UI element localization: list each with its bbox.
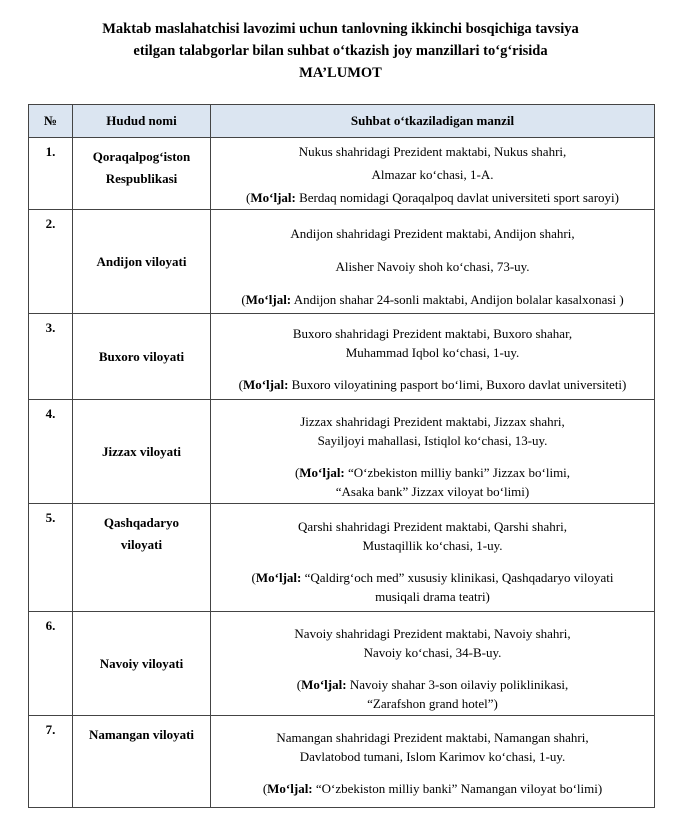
address-line: Namangan shahridagi Prezident maktabi, Namangan shahri, [276, 730, 589, 745]
address-line: Alisher Navoiy shoh ko‘chasi, 73-uy. [335, 259, 530, 274]
address-line: Sayiljoyi mahallasi, Istiqlol ko‘chasi, 13-uy. [317, 433, 548, 448]
region-name-line: Navoiy viloyati [99, 655, 184, 671]
landmark-label: Mo‘ljal: [250, 190, 296, 205]
landmark-text: Buxoro viloyatining pasport bo‘limi, Buxoro davlat universiteti) [291, 377, 627, 392]
header-address: Suhbat o‘tkaziladigan manzil [211, 105, 655, 138]
landmark-text: “Asaka bank” Jizzax viloyat bo‘limi) [335, 484, 530, 499]
interview-address [211, 400, 655, 504]
row-number: 4. [29, 400, 73, 504]
document-title [0, 18, 681, 84]
landmark-line: (Mo‘ljal: “O‘zbekiston milliy banki” Jizzax bo‘limi, [294, 465, 571, 480]
address-line: Navoiy ko‘chasi, 34-B-uy. [363, 645, 502, 660]
region-name [73, 400, 211, 504]
landmark-text: “O‘zbekiston milliy banki” Namangan viloyat bo‘limi) [315, 781, 603, 796]
addresses-table [28, 104, 655, 808]
region-name-line: Andijon viloyati [96, 253, 187, 269]
header-region: Hudud nomi [73, 105, 211, 138]
interview-address [211, 612, 655, 716]
address-line: Jizzax shahridagi Prezident maktabi, Jizzax shahri, [300, 414, 565, 429]
title-line-2: etilgan talabgorlar bilan suhbat o‘tkazish joy manzillari to‘g‘risida [133, 43, 548, 59]
landmark-line: (Mo‘ljal: Navoiy shahar 3-son oilaviy poliklinikasi, [296, 677, 569, 692]
landmark-line: (Mo‘ljal: Berdaq nomidagi Qoraqalpoq davlat universiteti sport saroyi) [246, 190, 619, 205]
address-line: Nukus shahridagi Prezident maktabi, Nukus shahri, [298, 144, 567, 159]
address-line: Qarshi shahridagi Prezident maktabi, Qarshi shahri, [298, 519, 567, 534]
row-number: 2. [29, 210, 73, 314]
landmark-text: “O‘zbekiston milliy banki” Jizzax bo‘limi, [348, 465, 571, 480]
interview-address [211, 716, 655, 808]
table-row [29, 210, 655, 314]
region-name [73, 314, 211, 400]
interview-address [211, 210, 655, 314]
landmark-text: musiqali drama teatri) [375, 589, 490, 604]
address-line: Davlatobod tumani, Islom Karimov ko‘chasi, 1-uy. [299, 749, 566, 764]
table-header-row [29, 105, 655, 138]
region-name-line: Qoraqalpog‘iston [92, 149, 191, 164]
row-number: 3. [29, 314, 73, 400]
region-name-line: Qashqadaryo [103, 515, 180, 530]
region-name-line: Jizzax viloyati [101, 443, 182, 459]
landmark-line [211, 694, 654, 713]
address-line: Andijon shahridagi Prezident maktabi, Andijon shahri, [290, 226, 575, 241]
landmark-text: “Qaldirg‘och med” xususiy klinikasi, Qashqadaryo viloyati [304, 570, 614, 585]
landmark-label: Mo‘ljal: [255, 570, 302, 585]
address-line: Navoiy shahridagi Prezident maktabi, Navoiy shahri, [294, 626, 571, 641]
title-line-3: MA’LUMOT [299, 65, 382, 81]
landmark-text: Andijon shahar 24-sonli maktabi, Andijon bolalar kasalxonasi ) [293, 292, 624, 307]
table-row [29, 504, 655, 612]
address-line: Muhammad Iqbol ko‘chasi, 1-uy. [345, 345, 520, 360]
table-row [29, 400, 655, 504]
landmark-line [211, 482, 654, 501]
table-row [29, 314, 655, 400]
interview-address [211, 504, 655, 612]
landmark-line: (Mo‘ljal: “O‘zbekiston milliy banki” Namangan viloyat bo‘limi) [262, 781, 603, 796]
landmark-text: “Zarafshon grand hotel”) [367, 696, 498, 711]
region-name [73, 138, 211, 210]
row-number: 5. [29, 504, 73, 612]
region-name [73, 504, 211, 612]
row-number: 7. [29, 716, 73, 808]
address-line: Mustaqillik ko‘chasi, 1-uy. [362, 538, 503, 553]
region-name [73, 210, 211, 314]
landmark-label: Mo‘ljal: [299, 465, 345, 480]
landmark-text: Navoiy shahar 3-son oilaviy poliklinikasi, [349, 677, 569, 692]
landmark-line: (Mo‘ljal: “Qaldirg‘och med” xususiy klinikasi, Qashqadaryo viloyati [251, 570, 614, 585]
interview-address [211, 314, 655, 400]
landmark-text: Berdaq nomidagi Qoraqalpoq davlat universiteti sport saroyi) [299, 190, 619, 205]
row-number: 6. [29, 612, 73, 716]
title-line-1: Maktab maslahatchisi lavozimi uchun tanlovning ikkinchi bosqichiga tavsiya [102, 21, 579, 37]
table-row [29, 716, 655, 808]
row-number: 1. [29, 138, 73, 210]
region-name-line: viloyati [120, 537, 163, 552]
header-number: № [29, 105, 73, 138]
landmark-label: Mo‘ljal: [267, 781, 313, 796]
table-row [29, 138, 655, 210]
landmark-line: (Mo‘ljal: Andijon shahar 24-sonli maktabi, Andijon bolalar kasalxonasi ) [241, 292, 624, 307]
address-line: Buxoro shahridagi Prezident maktabi, Buxoro shahar, [292, 326, 573, 341]
landmark-label: Mo‘ljal: [301, 677, 347, 692]
table-row [29, 612, 655, 716]
region-name-line: Respublikasi [105, 171, 178, 186]
landmark-label: Mo‘ljal: [245, 292, 292, 307]
region-name [73, 612, 211, 716]
interview-address [211, 138, 655, 210]
landmark-line [211, 587, 654, 606]
address-line: Almazar ko‘chasi, 1-A. [371, 167, 494, 182]
region-name-line: Namangan viloyati [88, 727, 195, 742]
region-name-line: Buxoro viloyati [98, 348, 185, 364]
landmark-label: Mo‘ljal: [242, 377, 289, 392]
landmark-line: (Mo‘ljal: Buxoro viloyatining pasport bo‘limi, Buxoro davlat universiteti) [238, 377, 627, 392]
region-name [73, 716, 211, 808]
